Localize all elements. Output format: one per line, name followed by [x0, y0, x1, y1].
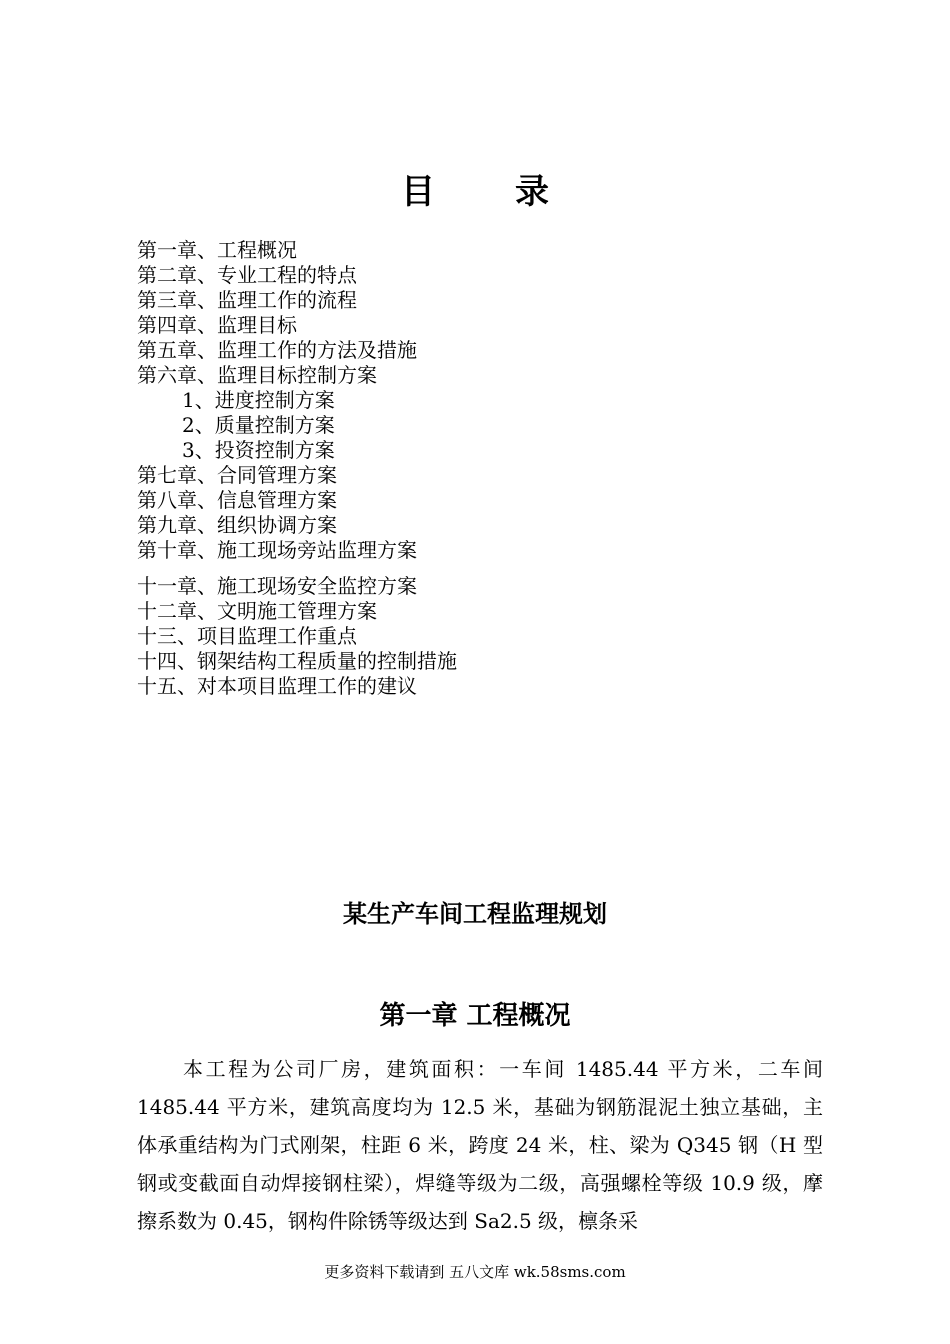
- toc-subitem: 3、投资控制方案: [182, 438, 335, 462]
- toc-item: 第六章、监理目标控制方案: [137, 363, 377, 387]
- toc-item: 第九章、组织协调方案: [137, 513, 337, 537]
- toc-item: 第五章、监理工作的方法及措施: [137, 338, 417, 362]
- toc-item: 十四、钢架结构工程质量的控制措施: [137, 649, 457, 673]
- toc-item: 第二章、专业工程的特点: [137, 263, 357, 287]
- toc-item: 十二章、文明施工管理方案: [137, 599, 377, 623]
- document-title: 某生产车间工程监理规划: [343, 900, 607, 928]
- toc-title-right: 录: [515, 172, 549, 212]
- chapter-title: 第一章 工程概况: [379, 1001, 571, 1031]
- toc-subitem: 2、质量控制方案: [182, 413, 335, 437]
- toc-item: 第十章、施工现场旁站监理方案: [137, 538, 417, 562]
- toc-item: 第四章、监理目标: [137, 313, 297, 337]
- toc-title-left: 目: [401, 172, 435, 212]
- toc-list: [137, 238, 837, 699]
- toc-item: 十三、项目监理工作重点: [137, 624, 357, 648]
- toc-item: 十一章、施工现场安全监控方案: [137, 574, 417, 598]
- toc-item: 第三章、监理工作的流程: [137, 288, 357, 312]
- body-paragraph: 本工程为公司厂房，建筑面积：一车间 1485.44 平方米，二车间 1485.44 平方米，建筑高度均为 12.5 米，基础为钢筋混泥土独立基础，主体承重结构为门式刚架，柱距 6 米，跨度 24 米，柱、梁为 Q345 钢（H 型钢或变截面自动焊接钢柱梁），焊缝等级为二级，高强螺栓等级 10.9 级，摩擦系数为 0.45，钢构件除锈等级达到 Sa2.5 级，檩条采: [137, 1057, 823, 1233]
- toc-item: 第八章、信息管理方案: [137, 488, 337, 512]
- toc-item: 第七章、合同管理方案: [137, 463, 337, 487]
- toc-title: [0, 168, 950, 216]
- toc-subitem: 1、进度控制方案: [182, 388, 335, 412]
- toc-item: 第一章、工程概况: [137, 238, 297, 262]
- toc-item: 十五、对本项目监理工作的建议: [137, 674, 417, 698]
- footer-text: 更多资料下载请到 五八文库 wk.58sms.com: [324, 1263, 626, 1281]
